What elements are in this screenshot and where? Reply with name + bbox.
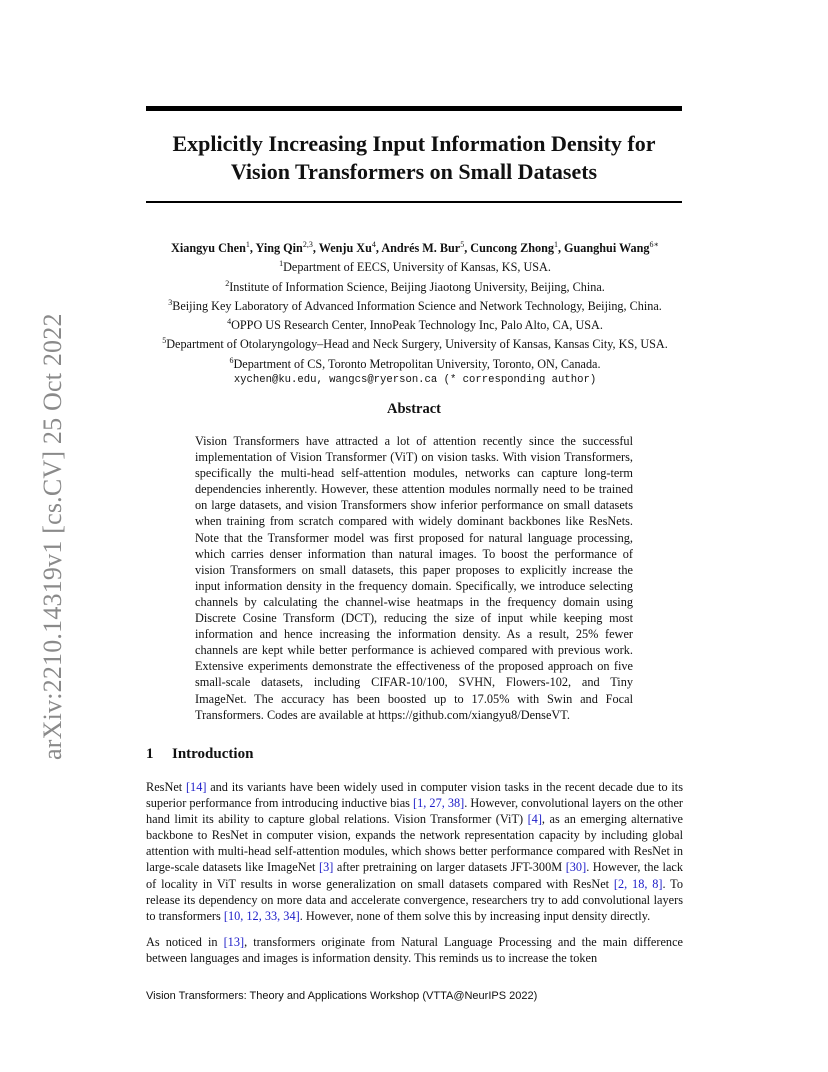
paragraph-text: after pretraining on larger datasets JFT-300M — [333, 860, 566, 875]
affiliation-mark: 3 — [168, 297, 173, 307]
affiliation-mark: 5 — [162, 336, 167, 346]
paragraph-text: and its variants have been widely used in computer vision tasks in the recent decade due to its superior performance from introducing inductive bias — [146, 780, 683, 811]
title-line-2: Vision Transformers on Small Datasets — [230, 159, 598, 184]
author-affiliation-mark: 5 — [460, 240, 465, 249]
author-name: Wenju Xu — [318, 241, 372, 256]
arxiv-identifier: arXiv:2210.14319v1 [cs.CV] 25 Oct 2022 — [38, 313, 67, 760]
affiliation-mark: 6 — [229, 355, 234, 365]
affiliation-mark: 4 — [227, 317, 232, 327]
page-footer: Vision Transformers: Theory and Applications Workshop (VTTA@NeurIPS 2022) — [146, 990, 538, 1002]
author-email: xychen@ku.edu, wangcs@ryerson.ca (* corresponding author) — [233, 373, 597, 386]
affiliation-text: OPPO US Research Center, InnoPeak Technology Inc, Palo Alto, CA, USA. — [231, 318, 603, 333]
title-line-1: Explicitly Increasing Input Information Density for — [172, 131, 656, 156]
section-title: Introduction — [172, 746, 254, 762]
paragraph-text: As noticed in — [146, 935, 224, 949]
author-name: Xiangyu Chen — [171, 241, 246, 256]
paragraph-text: . However, the lack of locality in ViT results in worse generalization on small datasets compared with ResNet — [146, 860, 684, 891]
author-affiliation-mark: 1 — [245, 240, 250, 249]
citation-link[interactable]: [1, 27, 38] — [413, 796, 465, 811]
intro-paragraph-2 — [146, 934, 683, 966]
affiliation-text: Department of EECS, University of Kansas, KS, USA. — [283, 260, 551, 275]
citation-link[interactable]: [14] — [185, 780, 207, 794]
title-top-rule — [146, 106, 682, 111]
paragraph-text: , as an emerging alternative backbone to ResNet in computer vision, expands the network representation capacity by including global attention with multi-head self-attention modules, which shows better performance compared with ResNet in large-scale datasets like ImageNet — [146, 812, 683, 875]
affiliation-mark: 1 — [279, 259, 284, 269]
affiliation-line — [120, 333, 710, 352]
citation-link[interactable]: [30] — [565, 860, 587, 875]
citation-link[interactable]: [4] — [527, 812, 542, 827]
affiliation-line — [120, 295, 710, 314]
author-affiliation-mark: 4 — [371, 240, 376, 249]
author-affiliation-mark: 6∗ — [649, 240, 659, 249]
affiliation-mark: 2 — [225, 278, 230, 288]
affiliation-text: Institute of Information Science, Beijing Jiaotong University, Beijing, China. — [229, 279, 605, 294]
affiliation-text: Department of Otolaryngology–Head and Neck Surgery, University of Kansas, Kansas City, KS, USA. — [166, 337, 668, 352]
title-bottom-rule — [146, 201, 682, 203]
citation-link[interactable]: [13] — [223, 935, 245, 949]
author-name: Guanghui Wang — [564, 241, 650, 256]
arxiv-side-stamp — [18, 290, 67, 760]
author-block — [120, 237, 710, 388]
affiliation-list — [120, 256, 710, 372]
affiliation-line — [120, 314, 710, 333]
section-heading-introduction — [146, 746, 253, 763]
affiliation-text: Department of CS, Toronto Metropolitan University, Toronto, ON, Canada. — [233, 356, 601, 371]
affiliation-line — [120, 353, 710, 372]
abstract-text: Vision Transformers have attracted a lot of attention recently since the successful implementation of Vision Transformer (ViT) on vision tasks. With vision Transformers, specifically the multi-head self-attention modules, networks can capture long-term dependencies inherently. However, these attention modules normally need to be trained on large datasets, and vision Transformers show inferior performance on small datasets when training from scratch compared with widely dominant backbones like ResNets. Note that the Transformer model was first proposed for natural language processing, which carries denser information than natural images. To boost the performance of vision Transformers on small datasets, this paper proposes to explicitly increase the input information density in the frequency domain. Specifically, we introduce selecting channels by calculating the channel-wise heatmaps in the frequency domain using Discrete Cosine Transform (DCT), reducing the size of input while keeping most information and hence increasing the information density. As a result, 25% fewer channels are kept while better performance is achieved compared with previous work. Extensive experiments demonstrate the effectiveness of the proposed approach on five small-scale datasets, including CIFAR-10/100, SVHN, Flowers-102, and Tiny ImageNet. The accuracy has been boosted up to 17.05% with Swin and Focal Transformers. Codes are available at https://github.com/xiangyu8/DenseVT. — [195, 434, 633, 722]
abstract-heading: Abstract — [387, 401, 441, 417]
citation-link[interactable]: [10, 12, 33, 34] — [223, 908, 300, 923]
author-affiliation-mark: 1 — [553, 240, 558, 249]
affiliation-line — [120, 256, 710, 275]
author-name: Ying Qin — [255, 241, 303, 256]
author-name: Andrés M. Bur — [381, 241, 461, 256]
affiliation-text: Beijing Key Laboratory of Advanced Information Science and Network Technology, Beijing, China. — [172, 298, 662, 313]
paragraph-text: , transformers originate from Natural Language Processing and the main difference between languages and images is information density. This reminds us to increase the token — [146, 935, 683, 966]
paragraph-text: ResNet — [146, 780, 186, 794]
paper-title — [146, 130, 682, 186]
affiliation-line — [120, 276, 710, 295]
citation-link[interactable]: [3] — [319, 860, 334, 875]
citation-link[interactable]: [2, 18, 8] — [613, 876, 663, 891]
section-number: 1 — [146, 746, 154, 762]
author-list: Xiangyu Chen$^1$, Ying Qin$^{2,3}$, Wenju Xu$^4$, Andrés M. Bur$^5$, Cuncong Zhong$^1$, Guanghui Wang$^{6∗}$ — [171, 240, 659, 256]
author-name: Cuncong Zhong — [470, 241, 554, 256]
paragraph-text: . However, none of them solve this by increasing input density directly. — [299, 908, 651, 923]
author-affiliation-mark: 2,3 — [302, 240, 313, 249]
paragraph-text: . However, convolutional layers on the other hand limit its ability to capture global relations. Vision Transformer (ViT) — [146, 796, 684, 827]
intro-paragraph-1 — [146, 779, 683, 924]
paragraph-text: . To release its dependency on more data and accelerate convergence, researchers try to add convolutional layers to transformers — [146, 876, 683, 923]
